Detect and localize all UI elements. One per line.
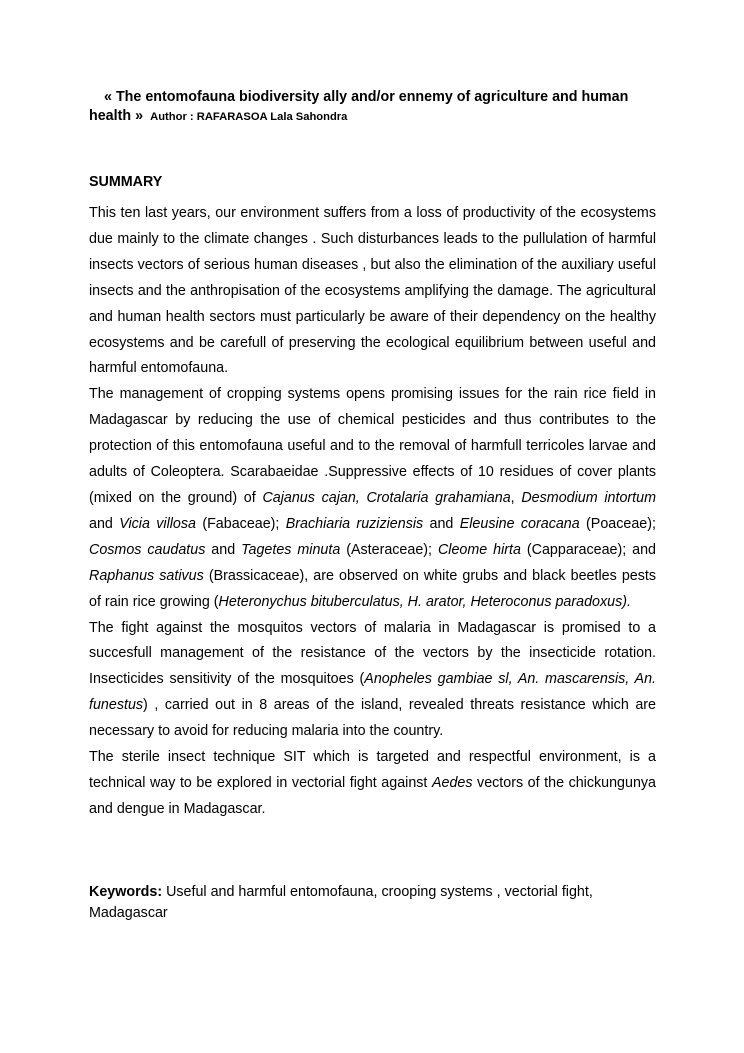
text-run: (Capparaceae); and xyxy=(520,541,656,558)
species-name: Raphanus sativus xyxy=(89,567,204,584)
species-name: Cajanus cajan, Crotalaria grahamiana xyxy=(262,489,511,506)
species-name: Cosmos caudatus xyxy=(89,541,206,558)
species-name: Eleusine coracana xyxy=(459,515,580,532)
title-text: The entomofauna biodiversity ally and/or ennemy of agriculture and human health xyxy=(89,89,629,124)
summary-heading: SUMMARY xyxy=(89,174,163,190)
paragraph-cropping-systems xyxy=(89,382,656,615)
text-run: The fight against the mosquitos vectors of malaria in Madagascar is promised to a succesfull management of the resistance of the vectors by the insecticide rotation. Insecticides sensitivity of the mosquitoes ( xyxy=(89,619,656,688)
paragraph-sit xyxy=(89,745,656,823)
species-name: Vicia villosa xyxy=(119,515,196,532)
text-run: and xyxy=(205,541,242,558)
text-run: (Brassicaceae), are observed on white grubs and black beetles pests of rain rice growing ( xyxy=(89,567,656,610)
species-name: Aedes xyxy=(431,774,473,791)
paragraph-malaria xyxy=(89,616,656,746)
species-name: Cleome hirta xyxy=(437,541,521,558)
keywords-label: Keywords: xyxy=(89,884,163,900)
text-run: , xyxy=(510,489,515,506)
species-name: Tagetes minuta xyxy=(241,541,341,558)
document-title xyxy=(89,88,656,127)
title-quote-open: « xyxy=(104,89,112,105)
paragraph-climate: This ten last years, our environment suffers from a loss of productivity of the ecosystems due mainly to the climate changes . Such disturbances leads to the pullulation of harmful insects vectors of serious human diseases , but also the elimination of the auxiliary useful insects and the anthropisation of the ecosystems amplifying the damage. The agricultural and human health sectors must particularly be aware of their dependency on the healthy ecosystems and be carefull of preserving the ecological equilibrium between useful and harmful entomofauna. xyxy=(89,205,656,377)
text-run: ) , carried out in 8 areas of the island, revealed threats resistance which are necessary to avoid for reducing malaria into the country. xyxy=(89,697,656,740)
title-quote-close: » xyxy=(135,108,144,124)
author-name: RAFARASOA Lala Sahondra xyxy=(196,111,348,123)
species-name: Anopheles gambiae sl, An. mascarensis, An. funestus xyxy=(89,671,656,714)
text-run: The sterile insect technique SIT which is targeted and respectful environment, is a technical way to be explored in vectorial fight against xyxy=(89,749,656,791)
text-run: and xyxy=(423,515,460,532)
text-run: and xyxy=(89,515,120,532)
text-run: vectors of the chickungunya and dengue in Madagascar. xyxy=(89,774,656,817)
text-run: (Asteraceae); xyxy=(340,541,438,558)
text-run: (Poaceae); xyxy=(579,515,656,532)
summary-body xyxy=(89,201,656,823)
text-run: (Fabaceae); xyxy=(195,515,286,532)
species-name: Heteronychus bituberculatus, H. arator, Heteroconus paradoxus). xyxy=(218,593,631,610)
species-name: Desmodium intortum xyxy=(521,489,656,506)
author-label: Author : xyxy=(150,111,194,123)
keywords-text: Useful and harmful entomofauna, crooping systems , vectorial fight, Madagascar xyxy=(89,884,593,921)
species-name: Brachiaria ruziziensis xyxy=(285,515,424,532)
text-run: The management of cropping systems opens promising issues for the rain rice field in Madagascar by reducing the use of chemical pesticides and thus contributes to the protection of this entomofauna useful and to the removal of harmfull terricoles larvae and adults of Coleoptera. Scarabaeidae .Suppressive effects of 10 residues of cover plants (mixed on the ground) of xyxy=(89,386,656,506)
keywords xyxy=(89,882,656,923)
